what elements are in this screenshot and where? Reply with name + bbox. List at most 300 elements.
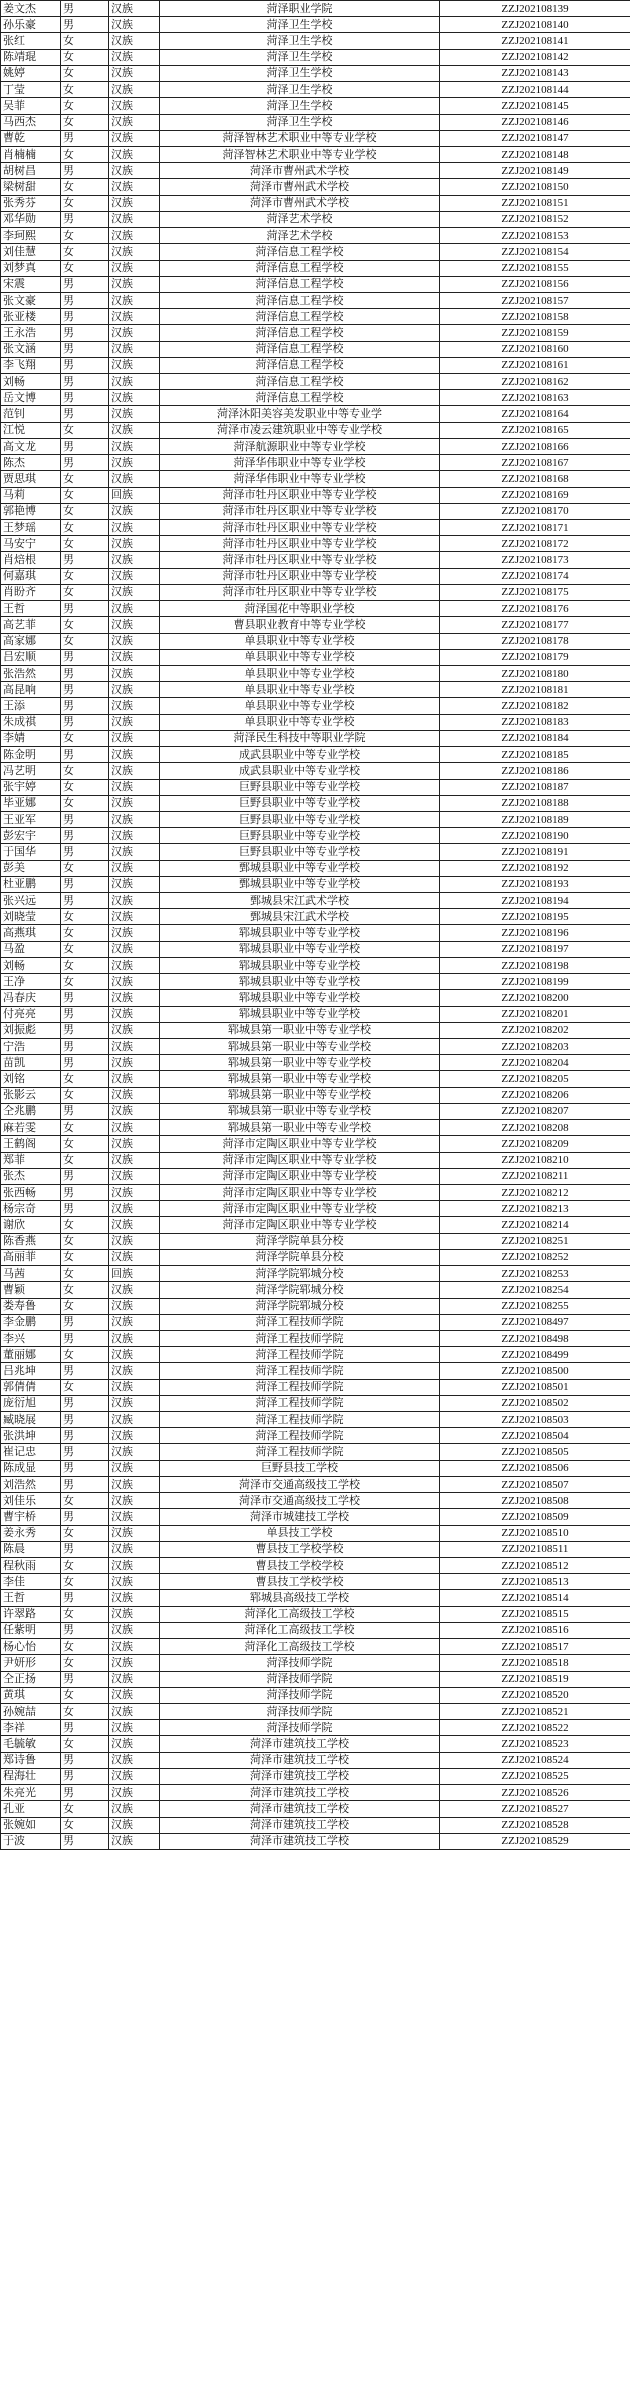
school-name: 郓城县职业中等专业学校 [160, 990, 440, 1006]
student-id: ZZJ202108499 [440, 1347, 630, 1363]
gender-cell: 女 [61, 1152, 109, 1168]
gender-cell: 女 [61, 536, 109, 552]
student-id: ZZJ202108205 [440, 1071, 630, 1087]
ethnicity-cell: 汉族 [109, 893, 160, 909]
school-name: 郓城县职业中等专业学校 [160, 1006, 440, 1022]
student-id: ZZJ202108513 [440, 1574, 630, 1590]
student-id: ZZJ202108145 [440, 98, 630, 114]
school-name: 巨野县职业中等专业学校 [160, 828, 440, 844]
student-name: 刘畅 [1, 957, 61, 973]
student-id: ZZJ202108213 [440, 1201, 630, 1217]
ethnicity-cell: 汉族 [109, 1460, 160, 1476]
table-row [1, 211, 630, 227]
table-row [1, 763, 630, 779]
gender-cell: 女 [61, 244, 109, 260]
gender-cell: 男 [61, 17, 109, 33]
gender-cell: 男 [61, 1785, 109, 1801]
student-name: 张洪坤 [1, 1428, 61, 1444]
school-name: 菏泽市交通高级技工学校 [160, 1476, 440, 1492]
ethnicity-cell: 汉族 [109, 114, 160, 130]
ethnicity-cell: 汉族 [109, 844, 160, 860]
student-id: ZZJ202108203 [440, 1039, 630, 1055]
student-name: 张亚楼 [1, 309, 61, 325]
school-name: 郓城县第一职业中等专业学校 [160, 1087, 440, 1103]
gender-cell: 女 [61, 503, 109, 519]
table-row [1, 374, 630, 390]
table-row [1, 1574, 630, 1590]
school-name: 菏泽市牡丹区职业中等专业学校 [160, 568, 440, 584]
student-name: 于波 [1, 1833, 61, 1849]
student-name: 范钊 [1, 406, 61, 422]
student-name: 高燕琪 [1, 925, 61, 941]
table-row [1, 552, 630, 568]
school-name: 菏泽市定陶区职业中等专业学校 [160, 1136, 440, 1152]
student-name: 肖楠楠 [1, 146, 61, 162]
table-row [1, 941, 630, 957]
student-id: ZZJ202108169 [440, 487, 630, 503]
school-name: 菏泽信息工程学校 [160, 244, 440, 260]
school-name: 菏泽华伟职业中等专业学校 [160, 471, 440, 487]
gender-cell: 女 [61, 1655, 109, 1671]
table-row [1, 1379, 630, 1395]
ethnicity-cell: 汉族 [109, 665, 160, 681]
gender-cell: 女 [61, 487, 109, 503]
ethnicity-cell: 汉族 [109, 568, 160, 584]
student-id: ZZJ202108140 [440, 17, 630, 33]
ethnicity-cell: 汉族 [109, 1087, 160, 1103]
table-row [1, 1444, 630, 1460]
gender-cell: 男 [61, 649, 109, 665]
table-row [1, 1493, 630, 1509]
ethnicity-cell: 汉族 [109, 33, 160, 49]
table-row [1, 114, 630, 130]
student-id: ZZJ202108516 [440, 1622, 630, 1638]
student-id: ZZJ202108505 [440, 1444, 630, 1460]
gender-cell: 男 [61, 665, 109, 681]
table-row [1, 698, 630, 714]
school-name: 单县职业中等专业学校 [160, 649, 440, 665]
table-row [1, 1412, 630, 1428]
table-row [1, 325, 630, 341]
school-name: 菏泽市曹州武术学校 [160, 195, 440, 211]
school-name: 菏泽市建筑技工学校 [160, 1736, 440, 1752]
school-name: 菏泽国花中等职业学校 [160, 601, 440, 617]
ethnicity-cell: 汉族 [109, 552, 160, 568]
ethnicity-cell: 汉族 [109, 520, 160, 536]
gender-cell: 女 [61, 422, 109, 438]
gender-cell: 男 [61, 1428, 109, 1444]
student-name: 曹乾 [1, 130, 61, 146]
school-name: 单县职业中等专业学校 [160, 665, 440, 681]
student-id: ZZJ202108152 [440, 211, 630, 227]
school-name: 郓城县高级技工学校 [160, 1590, 440, 1606]
student-id: ZZJ202108199 [440, 974, 630, 990]
student-id: ZZJ202108180 [440, 665, 630, 681]
table-row [1, 584, 630, 600]
student-name: 姚婷 [1, 65, 61, 81]
ethnicity-cell: 汉族 [109, 1039, 160, 1055]
table-row [1, 876, 630, 892]
school-name: 菏泽技师学院 [160, 1720, 440, 1736]
student-name: 李佳 [1, 1574, 61, 1590]
school-name: 成武县职业中等专业学校 [160, 763, 440, 779]
table-row [1, 1006, 630, 1022]
student-name: 邓华勋 [1, 211, 61, 227]
table-row [1, 1606, 630, 1622]
student-id: ZZJ202108153 [440, 228, 630, 244]
school-name: 单县职业中等专业学校 [160, 633, 440, 649]
table-row [1, 1655, 630, 1671]
ethnicity-cell: 汉族 [109, 957, 160, 973]
student-id: ZZJ202108194 [440, 893, 630, 909]
school-name: 菏泽市定陶区职业中等专业学校 [160, 1217, 440, 1233]
school-name: 菏泽信息工程学校 [160, 309, 440, 325]
school-name: 菏泽市城建技工学校 [160, 1509, 440, 1525]
ethnicity-cell: 汉族 [109, 325, 160, 341]
school-name: 郓城县职业中等专业学校 [160, 941, 440, 957]
student-name: 毕亚娜 [1, 795, 61, 811]
gender-cell: 女 [61, 1574, 109, 1590]
ethnicity-cell: 汉族 [109, 1363, 160, 1379]
student-name: 臧晓展 [1, 1412, 61, 1428]
gender-cell: 女 [61, 520, 109, 536]
table-row [1, 974, 630, 990]
table-row [1, 1022, 630, 1038]
ethnicity-cell: 汉族 [109, 1006, 160, 1022]
school-name: 郓城县职业中等专业学校 [160, 974, 440, 990]
gender-cell: 男 [61, 876, 109, 892]
school-name: 郓城县第一职业中等专业学校 [160, 1022, 440, 1038]
student-id: ZZJ202108187 [440, 779, 630, 795]
gender-cell: 男 [61, 811, 109, 827]
school-name: 菏泽市牡丹区职业中等专业学校 [160, 487, 440, 503]
school-name: 菏泽学院郓城分校 [160, 1282, 440, 1298]
table-row [1, 1298, 630, 1314]
ethnicity-cell: 汉族 [109, 1541, 160, 1557]
gender-cell: 男 [61, 1055, 109, 1071]
ethnicity-cell: 汉族 [109, 1590, 160, 1606]
student-name: 李金鹏 [1, 1314, 61, 1330]
ethnicity-cell: 汉族 [109, 179, 160, 195]
school-name: 菏泽民生科技中等职业学院 [160, 730, 440, 746]
gender-cell: 女 [61, 730, 109, 746]
table-row [1, 730, 630, 746]
school-name: 菏泽卫生学校 [160, 82, 440, 98]
ethnicity-cell: 汉族 [109, 974, 160, 990]
ethnicity-cell: 汉族 [109, 747, 160, 763]
gender-cell: 男 [61, 1509, 109, 1525]
gender-cell: 男 [61, 552, 109, 568]
student-name: 孙婉喆 [1, 1703, 61, 1719]
ethnicity-cell: 汉族 [109, 860, 160, 876]
gender-cell: 女 [61, 33, 109, 49]
ethnicity-cell: 汉族 [109, 292, 160, 308]
gender-cell: 女 [61, 98, 109, 114]
student-name: 何嘉琪 [1, 568, 61, 584]
ethnicity-cell: 汉族 [109, 374, 160, 390]
school-name: 菏泽智林艺术职业中等专业学校 [160, 146, 440, 162]
gender-cell: 女 [61, 1071, 109, 1087]
table-row [1, 1752, 630, 1768]
student-name: 马安宁 [1, 536, 61, 552]
student-name: 彭宏宇 [1, 828, 61, 844]
school-name: 单县技工学校 [160, 1525, 440, 1541]
ethnicity-cell: 汉族 [109, 682, 160, 698]
ethnicity-cell: 汉族 [109, 1639, 160, 1655]
student-name: 朱成祺 [1, 714, 61, 730]
table-row [1, 795, 630, 811]
gender-cell: 女 [61, 471, 109, 487]
table-row [1, 1152, 630, 1168]
gender-cell: 男 [61, 893, 109, 909]
table-row [1, 1184, 630, 1200]
student-name: 彭美 [1, 860, 61, 876]
student-name: 麻若雯 [1, 1120, 61, 1136]
gender-cell: 女 [61, 974, 109, 990]
ethnicity-cell: 汉族 [109, 1298, 160, 1314]
school-name: 曹县技工学校学校 [160, 1558, 440, 1574]
school-name: 菏泽学院单县分校 [160, 1233, 440, 1249]
table-row [1, 244, 630, 260]
ethnicity-cell: 汉族 [109, 1412, 160, 1428]
gender-cell: 男 [61, 1103, 109, 1119]
gender-cell: 男 [61, 1541, 109, 1557]
table-row [1, 1476, 630, 1492]
ethnicity-cell: 汉族 [109, 633, 160, 649]
student-id: ZZJ202108156 [440, 276, 630, 292]
table-row [1, 1136, 630, 1152]
student-id: ZZJ202108197 [440, 941, 630, 957]
student-id: ZZJ202108149 [440, 163, 630, 179]
ethnicity-cell: 汉族 [109, 1395, 160, 1411]
school-name: 菏泽市建筑技工学校 [160, 1768, 440, 1784]
student-name: 崔记忠 [1, 1444, 61, 1460]
table-row [1, 1217, 630, 1233]
student-name: 姜永秀 [1, 1525, 61, 1541]
table-row [1, 536, 630, 552]
school-name: 菏泽信息工程学校 [160, 374, 440, 390]
student-id: ZZJ202108507 [440, 1476, 630, 1492]
student-id: ZZJ202108154 [440, 244, 630, 260]
gender-cell: 女 [61, 65, 109, 81]
student-name: 许翠路 [1, 1606, 61, 1622]
table-row [1, 406, 630, 422]
ethnicity-cell: 汉族 [109, 1120, 160, 1136]
student-name: 李珂熙 [1, 228, 61, 244]
ethnicity-cell: 汉族 [109, 244, 160, 260]
ethnicity-cell: 汉族 [109, 1768, 160, 1784]
gender-cell: 男 [61, 1752, 109, 1768]
gender-cell: 女 [61, 1639, 109, 1655]
gender-cell: 男 [61, 455, 109, 471]
gender-cell: 男 [61, 211, 109, 227]
student-id: ZZJ202108141 [440, 33, 630, 49]
student-name: 江悦 [1, 422, 61, 438]
gender-cell: 女 [61, 1558, 109, 1574]
table-row [1, 1055, 630, 1071]
ethnicity-cell: 汉族 [109, 795, 160, 811]
ethnicity-cell: 汉族 [109, 584, 160, 600]
table-row [1, 1590, 630, 1606]
student-id: ZZJ202108201 [440, 1006, 630, 1022]
table-row [1, 82, 630, 98]
school-name: 菏泽信息工程学校 [160, 357, 440, 373]
student-id: ZZJ202108144 [440, 82, 630, 98]
table-row [1, 1266, 630, 1282]
ethnicity-cell: 汉族 [109, 1720, 160, 1736]
table-row [1, 682, 630, 698]
ethnicity-cell: 汉族 [109, 309, 160, 325]
gender-cell: 女 [61, 228, 109, 244]
student-id: ZZJ202108200 [440, 990, 630, 1006]
student-id: ZZJ202108518 [440, 1655, 630, 1671]
student-name: 刘铭 [1, 1071, 61, 1087]
table-row [1, 747, 630, 763]
school-name: 菏泽信息工程学校 [160, 276, 440, 292]
student-name: 王永浩 [1, 325, 61, 341]
table-row [1, 1768, 630, 1784]
student-name: 李兴 [1, 1330, 61, 1346]
school-name: 菏泽卫生学校 [160, 49, 440, 65]
student-id: ZZJ202108171 [440, 520, 630, 536]
student-name: 刘梦真 [1, 260, 61, 276]
student-id: ZZJ202108183 [440, 714, 630, 730]
student-name: 吕兆坤 [1, 1363, 61, 1379]
student-id: ZZJ202108172 [440, 536, 630, 552]
school-name: 菏泽市定陶区职业中等专业学校 [160, 1201, 440, 1217]
student-name: 李婧 [1, 730, 61, 746]
student-name: 张红 [1, 33, 61, 49]
student-id: ZZJ202108196 [440, 925, 630, 941]
school-name: 菏泽工程技师学院 [160, 1363, 440, 1379]
table-row [1, 568, 630, 584]
school-name: 巨野县职业中等专业学校 [160, 844, 440, 860]
ethnicity-cell: 汉族 [109, 1103, 160, 1119]
table-row [1, 163, 630, 179]
school-name: 郓城县第一职业中等专业学校 [160, 1039, 440, 1055]
student-name: 孙乐豪 [1, 17, 61, 33]
student-id: ZZJ202108500 [440, 1363, 630, 1379]
school-name: 曹县技工学校学校 [160, 1541, 440, 1557]
table-row [1, 1801, 630, 1817]
ethnicity-cell: 汉族 [109, 422, 160, 438]
table-row [1, 487, 630, 503]
school-name: 成武县职业中等专业学校 [160, 747, 440, 763]
school-name: 菏泽工程技师学院 [160, 1395, 440, 1411]
student-id: ZZJ202108502 [440, 1395, 630, 1411]
ethnicity-cell: 汉族 [109, 17, 160, 33]
gender-cell: 女 [61, 1087, 109, 1103]
table-row [1, 633, 630, 649]
gender-cell: 男 [61, 130, 109, 146]
ethnicity-cell: 汉族 [109, 1671, 160, 1687]
table-row [1, 357, 630, 373]
table-row [1, 179, 630, 195]
table-row [1, 1233, 630, 1249]
table-row [1, 503, 630, 519]
gender-cell: 男 [61, 1314, 109, 1330]
ethnicity-cell: 汉族 [109, 1493, 160, 1509]
student-name: 任紫明 [1, 1622, 61, 1638]
table-row [1, 828, 630, 844]
student-id: ZZJ202108511 [440, 1541, 630, 1557]
ethnicity-cell: 汉族 [109, 146, 160, 162]
student-name: 丁莹 [1, 82, 61, 98]
student-name: 谢欣 [1, 1217, 61, 1233]
ethnicity-cell: 汉族 [109, 1136, 160, 1152]
school-name: 菏泽市牡丹区职业中等专业学校 [160, 503, 440, 519]
school-name: 菏泽市定陶区职业中等专业学校 [160, 1168, 440, 1184]
gender-cell: 男 [61, 341, 109, 357]
student-id: ZZJ202108165 [440, 422, 630, 438]
student-id: ZZJ202108188 [440, 795, 630, 811]
student-name: 陈晨 [1, 1541, 61, 1557]
student-id: ZZJ202108191 [440, 844, 630, 860]
school-name: 菏泽智林艺术职业中等专业学校 [160, 130, 440, 146]
table-row [1, 860, 630, 876]
ethnicity-cell: 汉族 [109, 779, 160, 795]
student-id: ZZJ202108207 [440, 1103, 630, 1119]
school-name: 菏泽信息工程学校 [160, 325, 440, 341]
gender-cell: 男 [61, 747, 109, 763]
table-row [1, 1671, 630, 1687]
school-name: 菏泽卫生学校 [160, 17, 440, 33]
gender-cell: 男 [61, 309, 109, 325]
ethnicity-cell: 汉族 [109, 1785, 160, 1801]
table-row [1, 1525, 630, 1541]
gender-cell: 男 [61, 844, 109, 860]
gender-cell: 男 [61, 292, 109, 308]
gender-cell: 男 [61, 390, 109, 406]
table-row [1, 844, 630, 860]
gender-cell: 女 [61, 1736, 109, 1752]
student-id: ZZJ202108176 [440, 601, 630, 617]
ethnicity-cell: 汉族 [109, 503, 160, 519]
ethnicity-cell: 汉族 [109, 1071, 160, 1087]
school-name: 菏泽市建筑技工学校 [160, 1833, 440, 1849]
student-name: 李祥 [1, 1720, 61, 1736]
gender-cell: 男 [61, 1460, 109, 1476]
student-name: 马西杰 [1, 114, 61, 130]
student-id: ZZJ202108525 [440, 1768, 630, 1784]
student-name: 岳文博 [1, 390, 61, 406]
student-id: ZZJ202108166 [440, 438, 630, 454]
ethnicity-cell: 汉族 [109, 1055, 160, 1071]
school-name: 单县职业中等专业学校 [160, 698, 440, 714]
gender-cell: 女 [61, 1687, 109, 1703]
student-id: ZZJ202108498 [440, 1330, 630, 1346]
school-name: 菏泽学院郓城分校 [160, 1298, 440, 1314]
student-name: 付亮亮 [1, 1006, 61, 1022]
ethnicity-cell: 汉族 [109, 163, 160, 179]
student-id: ZZJ202108167 [440, 455, 630, 471]
ethnicity-cell: 汉族 [109, 1476, 160, 1492]
gender-cell: 男 [61, 1201, 109, 1217]
ethnicity-cell: 汉族 [109, 1801, 160, 1817]
school-name: 菏泽信息工程学校 [160, 292, 440, 308]
ethnicity-cell: 汉族 [109, 276, 160, 292]
ethnicity-cell: 汉族 [109, 1606, 160, 1622]
student-name: 王哲 [1, 1590, 61, 1606]
gender-cell: 男 [61, 1720, 109, 1736]
school-name: 菏泽工程技师学院 [160, 1347, 440, 1363]
school-name: 单县职业中等专业学校 [160, 682, 440, 698]
ethnicity-cell: 汉族 [109, 1249, 160, 1265]
student-name: 郑诗鲁 [1, 1752, 61, 1768]
gender-cell: 男 [61, 601, 109, 617]
ethnicity-cell: 汉族 [109, 228, 160, 244]
student-name: 刘畅 [1, 374, 61, 390]
